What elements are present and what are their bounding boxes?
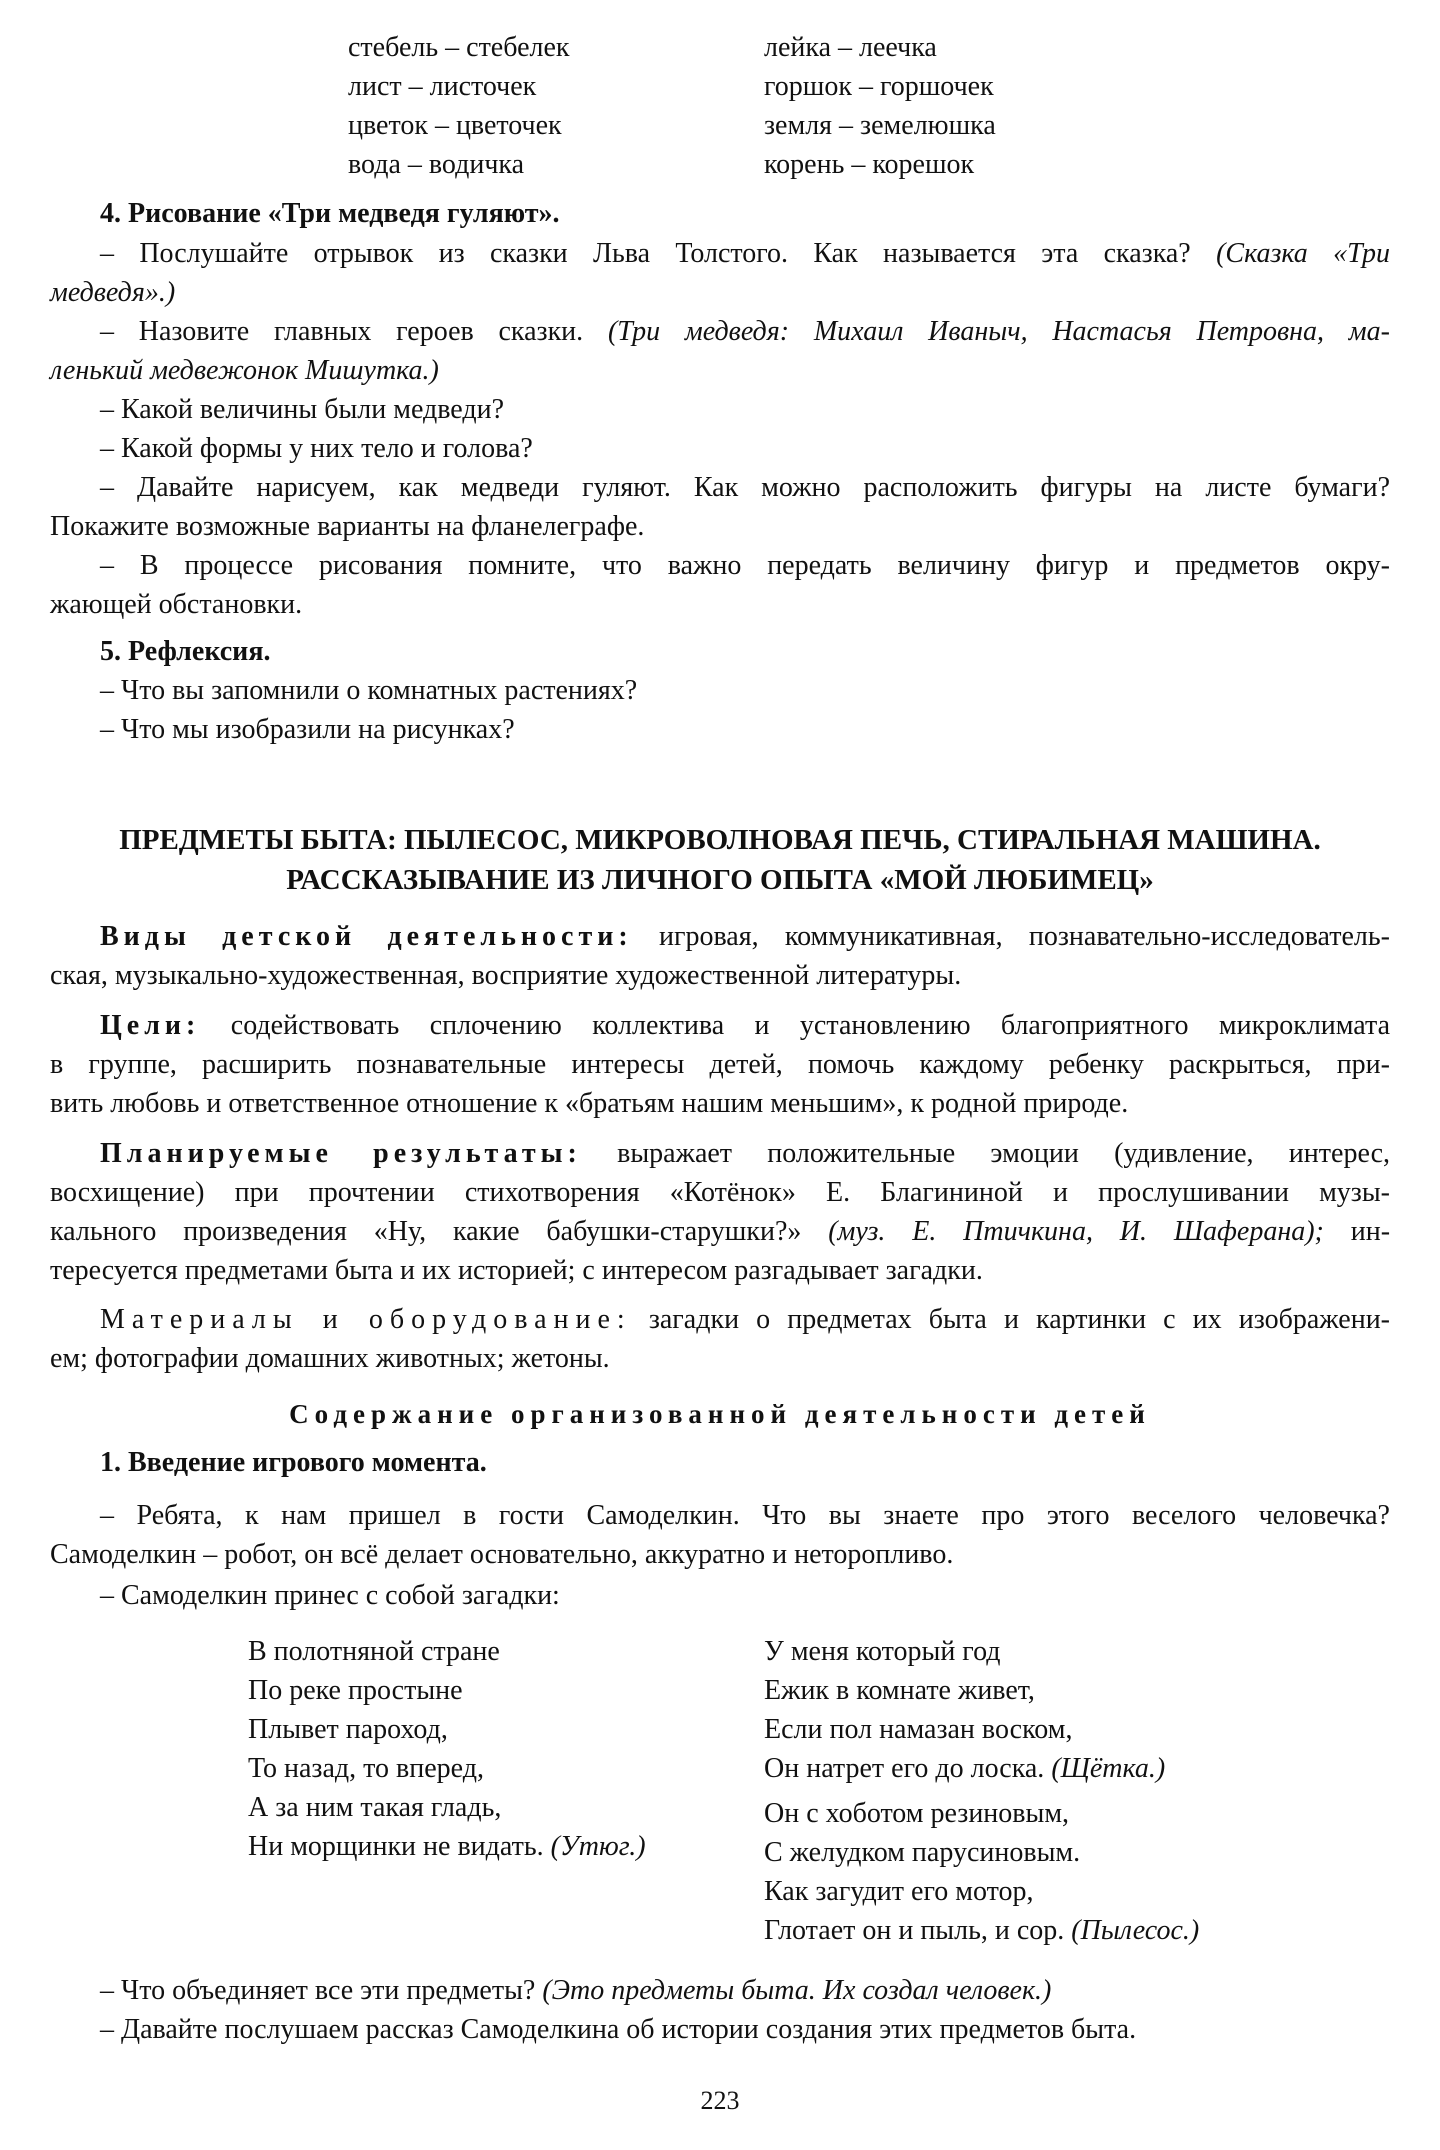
- verse-line: По реке простыне: [248, 1675, 463, 1706]
- paragraph-line: Самоделкин – робот, он всё делает основательно, аккуратно и неторопливо.: [50, 1539, 954, 1570]
- text: кального произведения «Ну, какие бабушки-старушки?»: [50, 1216, 802, 1247]
- word-pair: цветок – цветочек: [348, 110, 562, 141]
- text: Он натрет его до лоска.: [764, 1753, 1045, 1784]
- question: – Что мы изобразили на рисунках?: [100, 714, 515, 745]
- paragraph-line: восхищение) при прочтении стихотворения «Котёнок» Е. Благининой и прослушивании музы-: [50, 1177, 1390, 1208]
- question: – Какой формы у них тело и голова?: [100, 433, 533, 464]
- paragraph-line: Покажите возможные варианты на фланелеграфе.: [50, 511, 645, 542]
- word-pair: корень – корешок: [764, 149, 975, 180]
- verse-line: [764, 1749, 1165, 1788]
- paragraph-line: жающей обстановки.: [50, 589, 303, 620]
- question: – Давайте послушаем рассказ Самоделкина об истории создания этих предметов быта.: [100, 2014, 1137, 2045]
- question: – Какой величины были медведи?: [100, 394, 505, 425]
- text: – Послушайте отрывок из сказки Льва Толстого. Как называется эта сказка?: [100, 238, 1191, 269]
- answer-text: ленький медвежонок Мишутка.): [50, 355, 439, 386]
- paragraph-line: в группе, расширить познавательные интересы детей, помочь каждому ребенку раскрыться, при-: [50, 1049, 1390, 1080]
- paragraph-line: тересуется предметами быта и их историей; с интересом разгадывает загадки.: [50, 1255, 983, 1286]
- content-heading: Содержание организованной деятельности детей: [289, 1399, 1151, 1429]
- verse-line: У меня который год: [764, 1636, 1001, 1667]
- paragraph-line: [100, 1006, 1390, 1045]
- section-heading: 1. Введение игрового момента.: [100, 1447, 487, 1478]
- paragraph-line: [50, 1212, 1390, 1251]
- paragraph-line: [100, 1300, 1390, 1339]
- answer-text: (Три медведя: Михаил Иваныч, Настасья Петровна, ма-: [607, 316, 1390, 347]
- text: Глотает он и пыль, и сор.: [764, 1915, 1065, 1946]
- lesson-subtitle: РАССКАЗЫВАНИЕ ИЗ ЛИЧНОГО ОПЫТА «МОЙ ЛЮБИМЕЦ»: [286, 864, 1154, 896]
- text: загадки о предметах быта и картинки с их изображени-: [648, 1304, 1391, 1335]
- verse-line: Плывет пароход,: [248, 1714, 448, 1745]
- paragraph-line: [100, 1134, 1390, 1173]
- verse-line: [764, 1911, 1199, 1950]
- paragraph-line: вить любовь и ответственное отношение к «братьям нашим меньшим», к родной природе.: [50, 1088, 1129, 1119]
- verse-line: А за ним такая гладь,: [248, 1792, 502, 1823]
- verse-line: То назад, то вперед,: [248, 1753, 484, 1784]
- question: – Что вы запомнили о комнатных растениях?: [100, 675, 638, 706]
- word-pair: стебель – стебелек: [348, 32, 570, 63]
- answer-text: (Это предметы быта. Их создал человек.): [542, 1975, 1052, 2006]
- text: выражает положительные эмоции (удивление, интерес,: [617, 1138, 1390, 1169]
- word-pair: горшок – горшочек: [764, 71, 994, 102]
- lesson-title: ПРЕДМЕТЫ БЫТА: ПЫЛЕСОС, МИКРОВОЛНОВАЯ ПЕЧЬ, СТИРАЛЬНАЯ МАШИНА.: [119, 824, 1321, 856]
- materials-label: Материалы и оборудование:: [100, 1304, 632, 1335]
- answer-text: медведя».): [50, 277, 176, 308]
- verse-line: Если пол намазан воском,: [764, 1714, 1073, 1745]
- verse-line: Как загудит его мотор,: [764, 1876, 1034, 1907]
- text: – Назовите главных героев сказки.: [100, 316, 584, 347]
- paragraph-line: ем; фотографии домашних животных; жетоны.: [50, 1343, 610, 1374]
- paragraph-line: [100, 917, 1390, 956]
- paragraph-line: ская, музыкально-художественная, восприятие художественной литературы.: [50, 960, 962, 991]
- paragraph-line: [100, 312, 1390, 351]
- section-heading: 5. Рефлексия.: [100, 636, 271, 667]
- kinds-label: Виды детской деятельности:: [100, 921, 633, 952]
- word-pair: лейка – леечка: [764, 32, 937, 63]
- paragraph-line: – Ребята, к нам пришел в гости Самоделкин. Что вы знаете про этого веселого человечка?: [100, 1500, 1390, 1531]
- word-pair: земля – земелюшка: [764, 110, 996, 141]
- verse-line: [248, 1827, 646, 1866]
- word-pair: вода – водичка: [348, 149, 525, 180]
- question: [100, 1973, 1051, 2009]
- composer-text: (муз. Е. Птичкина, И. Шаферана);: [828, 1216, 1324, 1247]
- text: содействовать сплочению коллектива и установлению благоприятного микроклимата: [230, 1010, 1391, 1041]
- paragraph-line: – В процессе рисования помните, что важно передать величину фигур и предметов окру-: [100, 550, 1390, 581]
- verse-line: В полотняной стране: [248, 1636, 500, 1667]
- page-number: 223: [700, 2086, 740, 2115]
- text: игровая, коммуникативная, познавательно-исследователь-: [658, 921, 1390, 952]
- riddle-answer: (Утюг.): [550, 1831, 646, 1862]
- paragraph-line: – Самоделкин принес с собой загадки:: [100, 1580, 560, 1611]
- riddle-answer: (Пылесос.): [1071, 1915, 1200, 1946]
- verse-line: Он с хоботом резиновым,: [764, 1798, 1070, 1829]
- section-heading: 4. Рисование «Три медведя гуляют».: [100, 198, 560, 229]
- answer-text: (Сказка «Три: [1216, 238, 1391, 269]
- text: – Что объединяет все эти предметы?: [100, 1975, 536, 2006]
- riddle-answer: (Щётка.): [1051, 1753, 1166, 1784]
- paragraph-line: – Давайте нарисуем, как медведи гуляют. Как можно расположить фигуры на листе бумаги?: [100, 472, 1390, 503]
- verse-line: Ежик в комнате живет,: [764, 1675, 1035, 1706]
- word-pair: лист – листочек: [348, 71, 537, 102]
- results-label: Планируемые результаты:: [100, 1138, 582, 1169]
- verse-line: С желудком парусиновым.: [764, 1837, 1081, 1868]
- text: ин-: [1350, 1216, 1391, 1247]
- text: Ни морщинки не видать.: [248, 1831, 544, 1862]
- goals-label: Цели:: [100, 1010, 201, 1041]
- paragraph-line: [100, 234, 1390, 273]
